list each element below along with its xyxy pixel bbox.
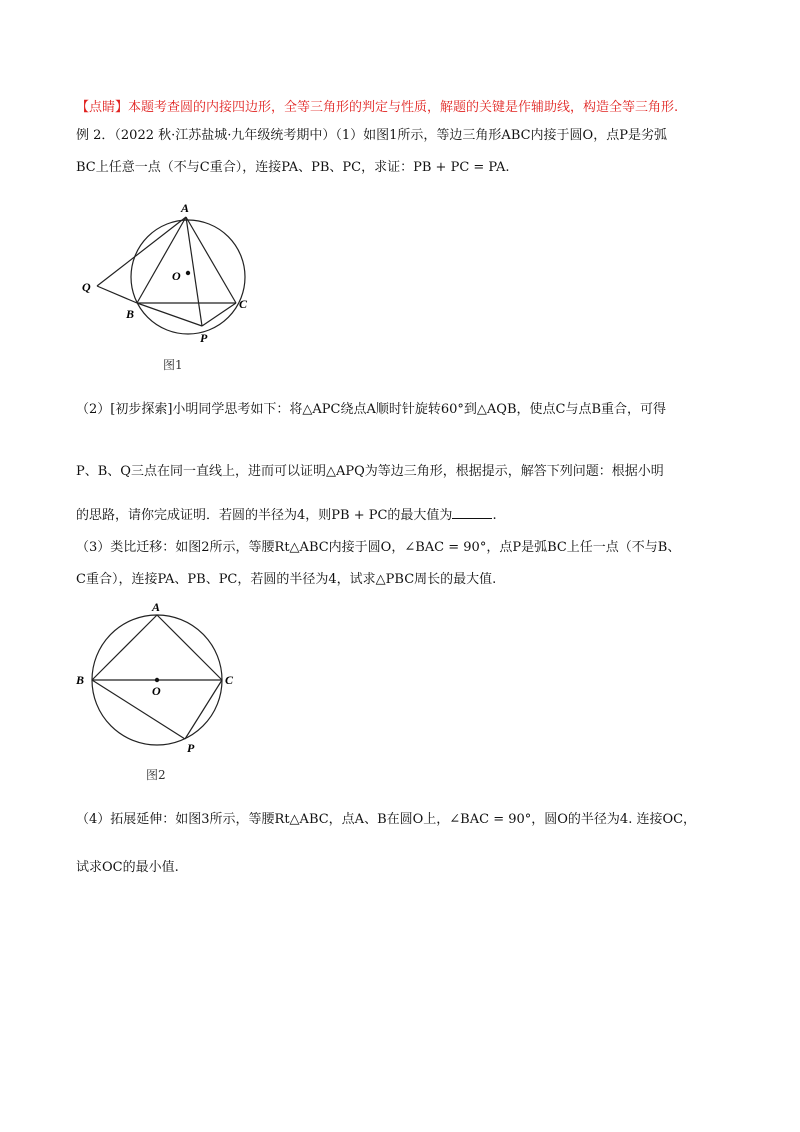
fig2-segment-AB bbox=[92, 615, 157, 680]
fig1-center-dot bbox=[186, 271, 190, 275]
fig1-label-Q: Q bbox=[82, 280, 91, 294]
q2-line1: （2）[初步探索]小明同学思考如下：将△APC绕点A顺时针旋转60°到△AQB，使点C与点B重合，可得 bbox=[76, 402, 667, 417]
figure-1-caption: 图1 bbox=[163, 358, 183, 372]
fig1-label-P: P bbox=[200, 331, 208, 345]
fig2-segment-AC bbox=[157, 615, 222, 680]
q2-line3-prefix: 的思路，请你完成证明．若圆的半径为4，则PB + PC的最大值为 bbox=[76, 508, 453, 523]
q2-line3 bbox=[76, 506, 497, 526]
example-source: （2022 秋·江苏盐城·九年级统考期中） bbox=[114, 128, 336, 143]
figure-2 bbox=[70, 598, 250, 768]
q1-text-line1: （1）如图1所示，等边三角形ABC内接于圆O，点P是劣弧 bbox=[335, 128, 667, 143]
fig1-label-A: A bbox=[181, 201, 190, 215]
fig1-label-O: O bbox=[172, 269, 181, 283]
figure-1 bbox=[70, 190, 270, 350]
fig1-segment-AC bbox=[186, 217, 236, 303]
fig2-segment-BP bbox=[92, 680, 185, 739]
q3-line2: C重合），连接PA、PB、PC，若圆的半径为4，试求△PBC周长的最大值. bbox=[76, 572, 497, 587]
fig2-segment-CP bbox=[185, 680, 222, 739]
hint-text: 本题考查圆的内接四边形，全等三角形的判定与性质，解题的关键是作辅助线，构造全等三角形. bbox=[128, 100, 679, 115]
q3-line1: （3）类比迁移：如图2所示，等腰Rt△ABC内接于圆O，∠BAC = 90°，点P是弧BC上任一点（不与B、 bbox=[76, 540, 681, 555]
fig1-segment-AB bbox=[137, 217, 186, 303]
fig2-label-O: O bbox=[152, 684, 161, 698]
fig1-segment-QB bbox=[97, 286, 137, 303]
fig2-label-B: B bbox=[76, 673, 85, 687]
answer-blank[interactable] bbox=[452, 506, 492, 519]
example-q1-line1 bbox=[76, 126, 667, 146]
q2-line3-suffix: . bbox=[492, 508, 497, 523]
q4-line2: 试求OC的最小值. bbox=[76, 860, 179, 875]
hint-tag: 【点睛】 bbox=[76, 100, 129, 115]
fig1-label-C: C bbox=[239, 297, 248, 311]
fig2-label-C: C bbox=[225, 673, 234, 687]
fig1-label-B: B bbox=[126, 307, 135, 321]
fig2-label-A: A bbox=[152, 600, 161, 614]
example-label: 例 2． bbox=[76, 128, 115, 143]
fig2-center-dot bbox=[155, 678, 159, 682]
fig1-circle bbox=[131, 220, 245, 334]
fig2-label-P: P bbox=[187, 741, 195, 755]
q4-line1: （4）拓展延伸：如图3所示，等腰Rt△ABC，点A、B在圆O上，∠BAC = 90°，圆O的半径为4. 连接OC， bbox=[76, 812, 697, 827]
fig1-segment-BP bbox=[137, 303, 202, 326]
q1-text-line2: BC上任意一点（不与C重合），连接PA、PB、PC，求证：PB + PC = PA. bbox=[76, 160, 510, 175]
q2-line2: P、B、Q三点在同一直线上，进而可以证明△APQ为等边三角形，根据提示，解答下列问题：根据小明 bbox=[76, 464, 664, 479]
figure-2-caption: 图2 bbox=[146, 768, 166, 782]
hint-line bbox=[76, 98, 678, 118]
